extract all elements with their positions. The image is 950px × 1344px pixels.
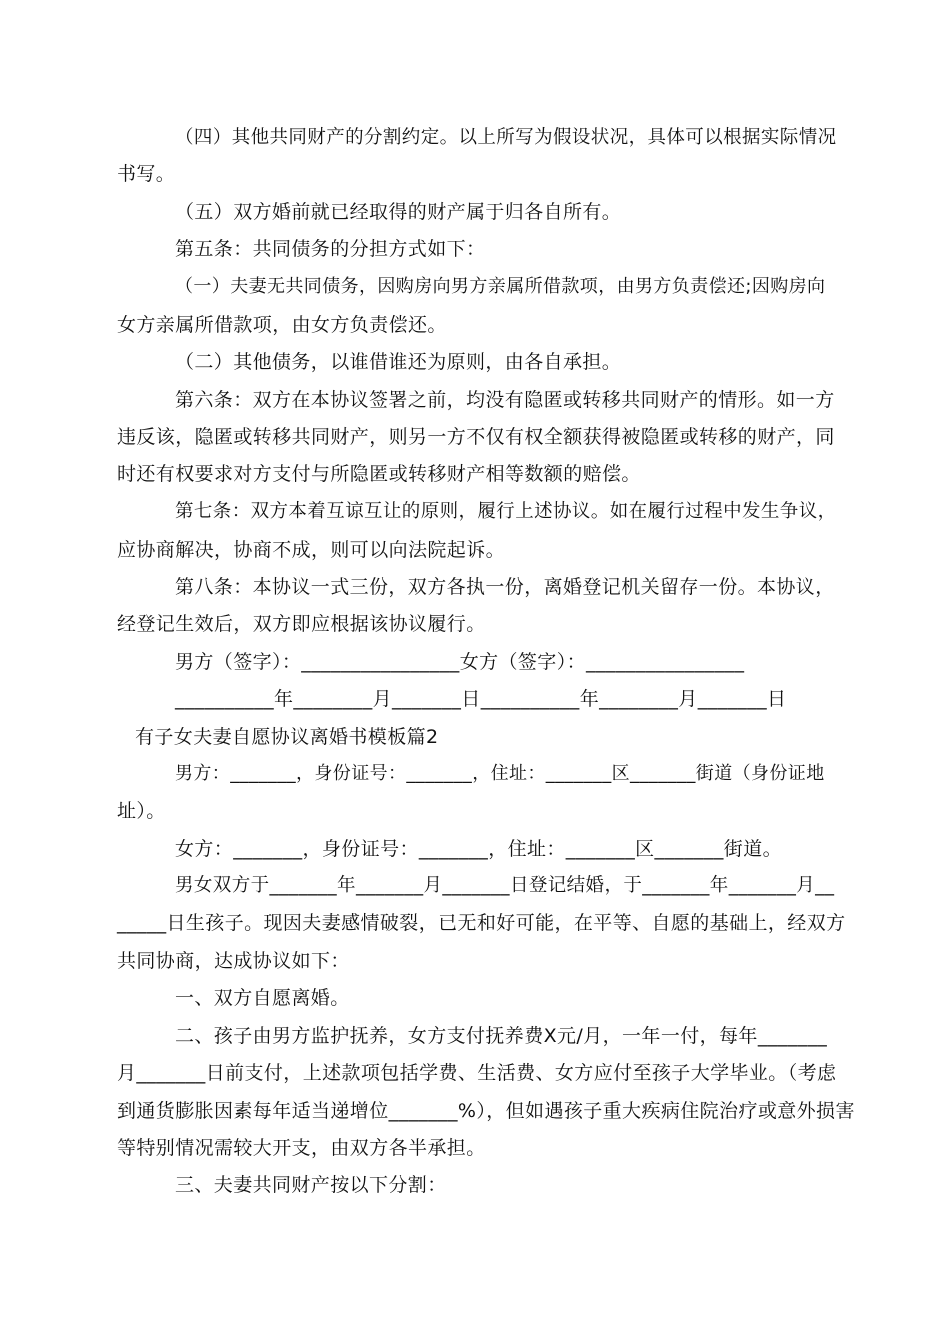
clause-4-line-2: 书写。 — [117, 163, 176, 185]
item-2-line-4: 等特别情况需较大开支，由双方各半承担。 — [117, 1137, 486, 1159]
signature-line: 男方（签字）：________________女方（签字）：________________ — [175, 651, 745, 673]
clause-4-line-1: （四）其他共同财产的分割约定。以上所写为假设状况，具体可以根据实际情况 — [175, 127, 837, 148]
article-5-heading: 第五条：共同债务的分担方式如下： — [175, 238, 486, 260]
wife-info-line: 女方：_______，身份证号：_______，住址：_______区_______街道。 — [175, 838, 783, 860]
article-7-line-2: 应协商解决，协商不成，则可以向法院起诉。 — [117, 539, 506, 561]
item-3-line: 三、夫妻共同财产按以下分割： — [175, 1174, 447, 1196]
section-title: 有子女夫妻自愿协议离婚书模板篇2 — [135, 726, 439, 748]
date-line: __________年________月_______日__________年________月_______日 — [175, 688, 787, 710]
item-2-line-2: 月_______日前支付，上述款项包括学费、生活费、女方应付至孩子大学毕业。（考虑 — [117, 1062, 837, 1084]
husband-info-line-1: 男方：_______，身份证号：_______，住址：_______区_______街道（身份证地 — [175, 763, 825, 784]
item-1-line: 一、双方自愿离婚。 — [175, 987, 350, 1009]
marriage-line-1: 男女双方于_______年_______月_______日登记结婚，于_______年_______月__ — [175, 875, 835, 896]
article-8-line-2: 经登记生效后，双方即应根据该协议履行。 — [117, 613, 486, 635]
article-7-line-1: 第七条：双方本着互谅互让的原则，履行上述协议。如在履行过程中发生争议， — [175, 501, 837, 522]
marriage-line-2: _____日生孩子。现因夫妻感情破裂，已无和好可能，在平等、自愿的基础上，经双方 — [117, 912, 846, 934]
debt-1-line-2: 女方亲属所借款项，由女方负责偿还。 — [117, 314, 447, 336]
article-6-line-3: 时还有权要求对方支付与所隐匿或转移财产相等数额的赔偿。 — [117, 463, 641, 485]
debt-2-line: （二）其他债务，以谁借谁还为原则，由各自承担。 — [175, 351, 622, 373]
debt-1-line-1: （一）夫妻无共同债务，因购房向男方亲属所借款项，由男方负责偿还;因购房向 — [175, 276, 826, 297]
article-8-line-1: 第八条：本协议一式三份，双方各执一份，离婚登记机关留存一份。本协议， — [175, 576, 835, 598]
item-2-line-3: 到通货膨胀因素每年适当递增位_______%），但如遇孩子重大疾病住院治疗或意外损害 — [117, 1100, 855, 1122]
article-6-line-1: 第六条：双方在本协议签署之前，均没有隐匿或转移共同财产的情形。如一方 — [175, 389, 835, 411]
husband-info-line-2: 址）。 — [117, 800, 166, 822]
item-2-line-1: 二、孩子由男方监护抚养，女方支付抚养费X元/月，一年一付，每年_______ — [175, 1025, 828, 1047]
clause-5-line: （五）双方婚前就已经取得的财产属于归各自所有。 — [175, 201, 622, 223]
article-6-line-2: 违反该，隐匿或转移共同财产，则另一方不仅有权全额获得被隐匿或转移的财产，同 — [117, 426, 835, 448]
marriage-line-3: 共同协商，达成协议如下： — [117, 950, 350, 972]
